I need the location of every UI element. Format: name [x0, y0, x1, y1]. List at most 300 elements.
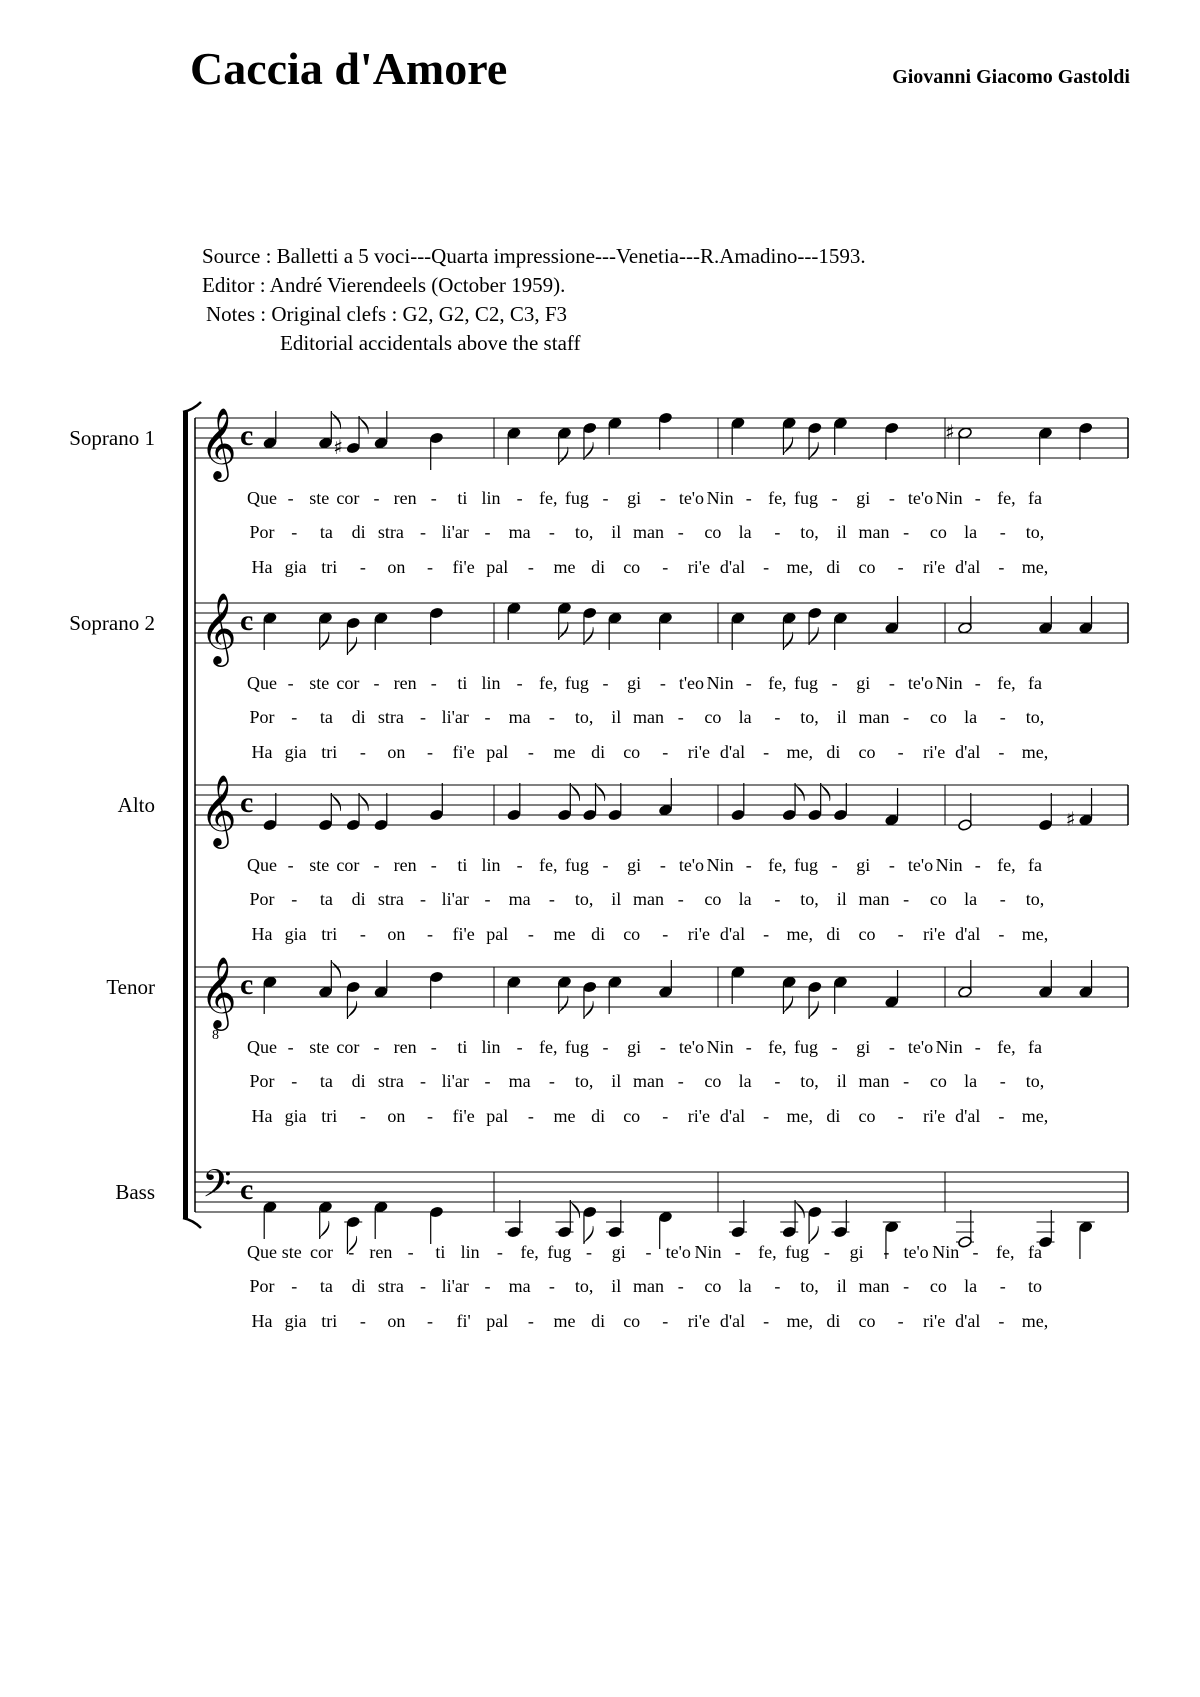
lyric-syllable: di: [351, 889, 366, 909]
eighth-flag: [809, 1001, 818, 1019]
lyric-hyphen: -: [527, 924, 534, 944]
lyric-hyphen: -: [903, 522, 910, 542]
filled-notehead: [1038, 986, 1053, 999]
filled-notehead: [263, 819, 278, 832]
lyric-syllable: me,: [786, 1311, 813, 1331]
filled-notehead: [608, 1226, 623, 1239]
lyric-syllable: co: [704, 707, 722, 727]
sharp-accidental: ♯: [1065, 807, 1076, 831]
filled-notehead: [1038, 622, 1053, 635]
lyric-syllable: Por: [249, 889, 275, 909]
lyric-syllable: gi: [627, 488, 642, 508]
filled-notehead: [582, 607, 597, 620]
lyric-syllable: co: [704, 522, 722, 542]
note: [557, 976, 572, 1014]
note: [658, 412, 673, 450]
lyric-syllable: ren: [393, 855, 417, 875]
lyric-syllable: fe,: [768, 673, 787, 693]
lyric-hyphen: -: [888, 488, 895, 508]
lyric-syllable: di: [826, 557, 841, 577]
voice-label: Soprano 2: [69, 611, 155, 635]
lyric-syllable: Nin: [694, 1242, 722, 1262]
lyric-syllable: ste: [309, 673, 330, 693]
lyric-hyphen: -: [645, 1242, 652, 1262]
lyric-syllable: Nin: [932, 1242, 960, 1262]
filled-notehead: [833, 1226, 848, 1239]
lyric-syllable: co: [929, 1071, 947, 1091]
lyric-syllable: man: [858, 1071, 890, 1091]
note: [557, 602, 572, 640]
filled-notehead: [782, 1226, 797, 1239]
lyric-hyphen: -: [734, 1242, 741, 1262]
lyric-syllable: d'al: [955, 924, 981, 944]
lyric-syllable: fug: [785, 1242, 810, 1262]
lyric-syllable: Nin: [706, 855, 734, 875]
lyric-syllable: co: [858, 1311, 876, 1331]
note: [429, 971, 444, 1009]
time-signature: c: [240, 786, 254, 819]
filled-notehead: [658, 804, 673, 817]
lyric-syllable: fe,: [539, 673, 558, 693]
accidentals-note: Editorial accidentals above the staff: [280, 331, 581, 355]
lyric-hyphen: -: [427, 742, 434, 762]
note: [808, 422, 823, 460]
piece-title: Caccia d'Amore: [190, 43, 508, 94]
note: [658, 612, 673, 650]
lyric-hyphen: -: [831, 1037, 838, 1057]
lyric-syllable: li'ar: [441, 522, 469, 542]
lyric-syllable: il: [611, 522, 622, 542]
lyric-syllable: Nin: [706, 673, 734, 693]
staff-bass: [115, 1161, 1128, 1331]
note: [958, 960, 973, 998]
note: [833, 612, 848, 650]
lyric-syllable: d'al: [955, 742, 981, 762]
note: [263, 411, 278, 449]
lyric-syllable: to,: [800, 1276, 819, 1296]
lyric-syllable: ri'e: [923, 1106, 946, 1126]
filled-notehead: [782, 809, 797, 822]
treble-clef: 𝄞: [200, 773, 237, 846]
lyric-syllable: ste: [309, 855, 330, 875]
lyric-hyphen: -: [548, 707, 555, 727]
lyric-syllable: il: [836, 522, 847, 542]
note: [884, 596, 899, 634]
note: [782, 612, 797, 650]
lyric-syllable: fug: [564, 855, 589, 875]
eighth-flag: [559, 622, 568, 640]
lyric-hyphen: -: [831, 673, 838, 693]
eighth-flag: [584, 627, 593, 645]
lyric-syllable: di: [351, 707, 366, 727]
lyric-syllable: pal: [486, 742, 509, 762]
lyric-hyphen: -: [287, 488, 294, 508]
note: [582, 607, 597, 645]
note: [833, 783, 848, 821]
sharp-accidental: ♯: [945, 420, 955, 444]
lyric-syllable: gi: [856, 855, 871, 875]
lyric-hyphen: -: [677, 522, 684, 542]
lyric-syllable: me,: [786, 557, 813, 577]
lyric-syllable: pal: [486, 924, 509, 944]
lyric-hyphen: -: [903, 707, 910, 727]
lyric-hyphen: -: [774, 1071, 781, 1091]
lyric-syllable: ri'e: [687, 924, 711, 944]
lyric-syllable: Nin: [935, 488, 963, 508]
lyric-hyphen: -: [373, 673, 380, 693]
lyric-hyphen: -: [659, 673, 666, 693]
time-signature: c: [240, 604, 254, 637]
eighth-flag: [809, 627, 818, 645]
lyric-syllable: d'al: [719, 557, 746, 577]
lyric-hyphen: -: [662, 1311, 669, 1331]
filled-notehead: [608, 612, 623, 625]
lyric-syllable: la: [738, 889, 752, 909]
lyric-syllable: on: [387, 557, 406, 577]
note: [608, 976, 623, 1014]
lyric-syllable: fi'e: [452, 924, 475, 944]
lyric-syllable: co: [929, 522, 947, 542]
lyric-syllable: co: [623, 742, 641, 762]
filled-notehead: [884, 622, 899, 635]
voice-label: Bass: [115, 1180, 155, 1204]
lyric-syllable: ste: [309, 1037, 330, 1057]
filled-notehead: [263, 612, 278, 625]
lyric-syllable: co: [858, 742, 876, 762]
lyric-hyphen: -: [974, 855, 981, 875]
filled-notehead: [346, 617, 361, 630]
lyric-syllable: me,: [1021, 924, 1049, 944]
lyric-hyphen: -: [373, 488, 380, 508]
lyric-syllable: to,: [1025, 707, 1045, 727]
lyric-syllable: la: [738, 1276, 752, 1296]
lyric-syllable: la: [964, 1276, 978, 1296]
note: [263, 1201, 278, 1239]
lyric-hyphen: -: [420, 1276, 427, 1296]
lyric-syllable: fe,: [768, 488, 787, 508]
lyric-syllable: ri'e: [687, 742, 711, 762]
lyric-syllable: fi'e: [452, 1106, 475, 1126]
note: [833, 417, 848, 455]
filled-notehead: [1078, 622, 1093, 635]
note: [782, 976, 797, 1014]
lyric-hyphen: -: [430, 673, 437, 693]
filled-notehead: [557, 427, 572, 440]
lyric-syllable: on: [387, 924, 406, 944]
time-signature: c: [240, 1173, 254, 1206]
note: [608, 783, 623, 821]
staff-soprano-1: [69, 406, 1128, 577]
note: [658, 778, 673, 816]
clefs-note: Notes : Original clefs : G2, G2, C2, C3, F3: [206, 302, 568, 326]
lyric-syllable: di: [826, 742, 841, 762]
note: [507, 783, 522, 821]
eighth-flag: [783, 632, 792, 650]
staff-tenor: [106, 955, 1128, 1126]
note: [556, 1200, 580, 1238]
filled-notehead: [429, 809, 444, 822]
hollow-notehead: [958, 986, 973, 999]
lyric-syllable: Que: [247, 1037, 277, 1057]
lyric-syllable: to,: [800, 1071, 819, 1091]
lyric-syllable: lin: [481, 1037, 501, 1057]
eighth-flag: [795, 1200, 804, 1218]
lyric-syllable: co: [858, 1106, 876, 1126]
note: [346, 793, 369, 831]
lyric-syllable: la: [738, 522, 752, 542]
lyric-hyphen: -: [287, 855, 294, 875]
lyric-hyphen: -: [662, 742, 669, 762]
lyric-syllable: me,: [786, 1106, 813, 1126]
filled-notehead: [1078, 986, 1093, 999]
lyric-syllable: co: [858, 557, 876, 577]
filled-notehead: [731, 966, 746, 979]
filled-notehead: [884, 996, 899, 1009]
bass-clef: 𝄢: [202, 1161, 232, 1215]
lyric-hyphen: -: [883, 1242, 890, 1262]
filled-notehead: [263, 976, 278, 989]
lyric-syllable: man: [858, 522, 890, 542]
lyric-syllable: gi: [856, 673, 871, 693]
eighth-flag: [359, 416, 368, 434]
filled-notehead: [507, 976, 522, 989]
lyric-syllable: ma: [508, 1071, 531, 1091]
lyric-hyphen: -: [291, 889, 298, 909]
lyric-syllable: co: [858, 924, 876, 944]
lyric-hyphen: -: [763, 924, 770, 944]
lyric-syllable: to,: [800, 889, 819, 909]
note: [833, 976, 848, 1014]
filled-notehead: [731, 1226, 746, 1239]
lyric-syllable: me,: [786, 924, 813, 944]
lyric-hyphen: -: [974, 673, 981, 693]
lyric-syllable: fe,: [997, 855, 1016, 875]
note: [1078, 960, 1093, 998]
lyric-syllable: d'al: [955, 557, 981, 577]
lyric-hyphen: -: [430, 855, 437, 875]
voice-label: Soprano 1: [69, 426, 155, 450]
filled-notehead: [884, 814, 899, 827]
eighth-flag: [331, 411, 340, 429]
note: [318, 793, 341, 831]
lyric-syllable: fe,: [996, 1242, 1015, 1262]
lyric-hyphen: -: [974, 1037, 981, 1057]
eighth-flag: [331, 793, 340, 811]
eighth-flag: [584, 1001, 593, 1019]
filled-notehead: [374, 1201, 389, 1214]
filled-notehead: [1078, 1221, 1093, 1234]
lyric-hyphen: -: [359, 557, 366, 577]
lyric-hyphen: -: [420, 1071, 427, 1091]
note: [958, 793, 973, 831]
filled-notehead: [374, 819, 389, 832]
filled-notehead: [608, 976, 623, 989]
lyric-syllable: man: [633, 1276, 664, 1296]
lyric-hyphen: -: [999, 522, 1006, 542]
lyric-hyphen: -: [999, 1276, 1006, 1296]
note: [782, 417, 797, 455]
lyric-hyphen: -: [897, 557, 904, 577]
lyric-hyphen: -: [407, 1242, 414, 1262]
lyric-hyphen: -: [903, 1071, 910, 1091]
lyric-syllable: pal: [486, 557, 509, 577]
lyric-hyphen: -: [420, 522, 427, 542]
note: [808, 1206, 823, 1244]
system-bracket: [183, 412, 188, 1218]
filled-notehead: [884, 1221, 899, 1234]
lyric-syllable: te'o: [907, 673, 934, 693]
filled-notehead: [346, 981, 361, 994]
lyric-syllable: Nin: [706, 1037, 734, 1057]
lyric-syllable: te'o: [907, 1037, 934, 1057]
lyric-syllable: fi': [456, 1311, 471, 1331]
lyric-syllable: d'al: [955, 1311, 981, 1331]
lyric-syllable: d'al: [719, 742, 746, 762]
lyric-syllable: gia: [284, 1106, 307, 1126]
filled-notehead: [658, 1211, 673, 1224]
lyric-syllable: il: [836, 707, 847, 727]
lyric-syllable: man: [858, 1276, 890, 1296]
filled-notehead: [582, 1206, 597, 1219]
lyric-syllable: fug: [564, 488, 589, 508]
lyric-syllable: Ha: [251, 1311, 273, 1331]
lyric-syllable: ti: [457, 673, 468, 693]
lyric-hyphen: -: [291, 1071, 298, 1091]
lyric-syllable: to,: [574, 889, 594, 909]
lyric-syllable: man: [858, 889, 890, 909]
lyric-hyphen: -: [602, 673, 609, 693]
lyric-syllable: il: [836, 1071, 847, 1091]
voice-label: Alto: [117, 793, 155, 817]
lyric-hyphen: -: [484, 707, 491, 727]
lyric-syllable: ti: [457, 855, 468, 875]
note: [318, 612, 333, 650]
lyric-syllable: stra: [377, 522, 404, 542]
eighth-flag: [331, 960, 340, 978]
lyric-syllable: ta: [319, 707, 333, 727]
lyric-syllable: Que: [247, 855, 277, 875]
filled-notehead: [808, 809, 823, 822]
lyric-syllable: fe,: [539, 488, 558, 508]
lyric-syllable: me,: [1021, 742, 1049, 762]
lyric-hyphen: -: [677, 707, 684, 727]
lyric-hyphen: -: [999, 1071, 1006, 1091]
staff-soprano-2: [69, 591, 1128, 762]
note: [808, 783, 831, 821]
filled-notehead: [429, 1206, 444, 1219]
lyric-hyphen: -: [763, 557, 770, 577]
lyric-syllable: fug: [564, 1037, 589, 1057]
lyric-syllable: on: [387, 1106, 406, 1126]
note: [608, 417, 623, 455]
note: [374, 1201, 389, 1239]
lyric-syllable: fug: [547, 1242, 572, 1262]
note: [557, 783, 580, 821]
lyric-syllable: ren: [393, 1037, 417, 1057]
lyric-hyphen: -: [548, 1071, 555, 1091]
filled-notehead: [833, 976, 848, 989]
lyric-syllable: me: [553, 924, 576, 944]
lyric-hyphen: -: [897, 742, 904, 762]
octave-mark: 8: [212, 1028, 219, 1043]
lyric-syllable: il: [611, 1276, 622, 1296]
lyric-hyphen: -: [774, 1276, 781, 1296]
lyric-hyphen: -: [359, 742, 366, 762]
lyric-syllable: fe,: [768, 855, 787, 875]
note: [1038, 960, 1053, 998]
lyric-syllable: di: [351, 1071, 366, 1091]
filled-notehead: [731, 417, 746, 430]
lyric-hyphen: -: [659, 488, 666, 508]
filled-notehead: [346, 442, 361, 455]
sharp-accidental: ♯: [333, 435, 343, 459]
hollow-notehead: [958, 427, 973, 440]
filled-notehead: [557, 976, 572, 989]
lyric-syllable: on: [387, 1311, 406, 1331]
lyric-syllable: to,: [800, 707, 819, 727]
lyric-syllable: fug: [564, 673, 589, 693]
lyric-syllable: pal: [486, 1106, 509, 1126]
lyric-hyphen: -: [527, 742, 534, 762]
lyric-syllable: li'ar: [441, 1276, 469, 1296]
lyric-syllable: ri'e: [923, 1311, 946, 1331]
lyric-syllable: cor: [336, 673, 360, 693]
lyric-syllable: Por: [249, 522, 275, 542]
lyric-hyphen: -: [291, 522, 298, 542]
eighth-flag: [359, 793, 368, 811]
lyric-syllable: il: [836, 1276, 847, 1296]
lyric-syllable: Nin: [935, 673, 963, 693]
lyric-syllable: te'o: [678, 855, 705, 875]
lyric-syllable: gia: [284, 1311, 307, 1331]
note: [731, 417, 746, 455]
filled-notehead: [507, 1226, 522, 1239]
lyric-hyphen: -: [527, 557, 534, 577]
filled-notehead: [808, 422, 823, 435]
lyric-syllable: man: [633, 522, 664, 542]
note: [507, 427, 522, 465]
lyric-hyphen: -: [745, 488, 752, 508]
filled-notehead: [833, 417, 848, 430]
lyric-syllable: Nin: [935, 855, 963, 875]
lyric-hyphen: -: [998, 924, 1005, 944]
lyric-hyphen: -: [831, 855, 838, 875]
lyric-hyphen: -: [516, 855, 523, 875]
filled-notehead: [782, 976, 797, 989]
lyric-syllable: ma: [508, 522, 531, 542]
lyric-syllable: gi: [849, 1242, 864, 1262]
lyric-hyphen: -: [291, 707, 298, 727]
lyric-syllable: ri'e: [687, 557, 711, 577]
lyric-syllable: gi: [627, 1037, 642, 1057]
note: [318, 1201, 333, 1239]
eighth-flag: [570, 1200, 579, 1218]
lyric-syllable: di: [591, 1106, 606, 1126]
lyric-hyphen: -: [359, 1311, 366, 1331]
lyric-syllable: ta: [319, 1276, 333, 1296]
filled-notehead: [833, 612, 848, 625]
lyric-syllable: lin: [481, 488, 501, 508]
lyric-syllable: di: [591, 742, 606, 762]
note: [808, 981, 823, 1019]
lyric-hyphen: -: [548, 889, 555, 909]
filled-notehead: [582, 422, 597, 435]
lyric-syllable: man: [858, 707, 890, 727]
lyric-hyphen: -: [484, 889, 491, 909]
eighth-flag: [809, 1226, 818, 1244]
lyric-hyphen: -: [998, 1311, 1005, 1331]
time-signature: c: [240, 419, 254, 452]
